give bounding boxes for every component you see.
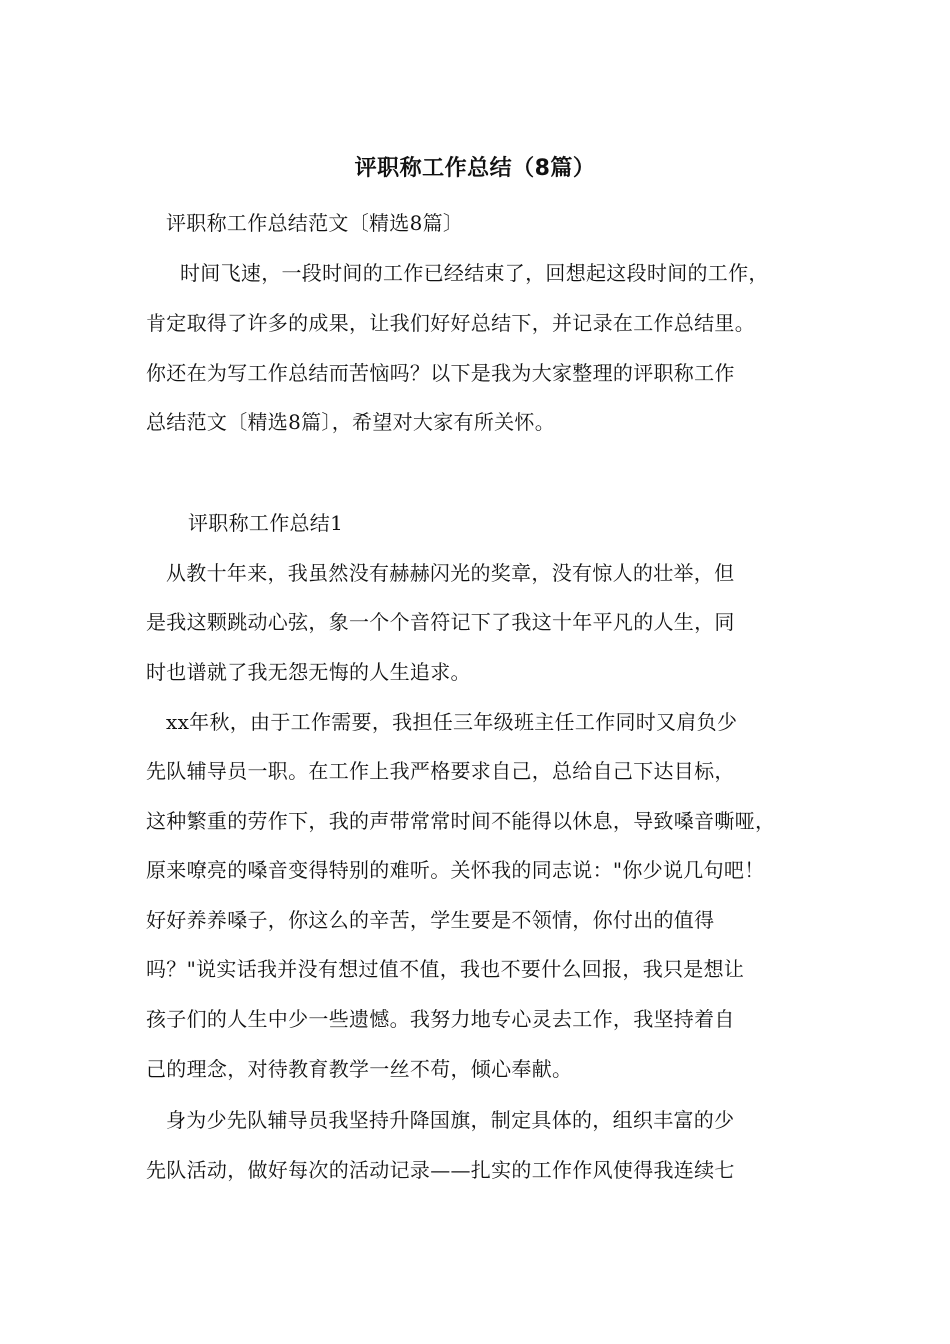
intro-line: 总结范文〔精选8篇〕，希望对大家有所关怀。 (146, 410, 556, 434)
paragraph-line: 从教十年来，我虽然没有赫赫闪光的奖章，没有惊人的壮举，但 (166, 561, 735, 585)
intro-line: 时间飞速，一段时间的工作已经结束了，回想起这段时间的工作， (180, 261, 769, 285)
paragraph-line: 吗？"说实话我并没有想过值不值，我也不要什么回报，我只是想让 (146, 957, 745, 981)
paragraph-line: 时也谱就了我无怨无悔的人生追求。 (146, 660, 471, 684)
paragraph-line: 这种繁重的劳作下，我的声带常常时间不能得以休息，导致嗓音嘶哑， (146, 809, 776, 833)
paragraph-line: 孩子们的人生中少一些遗憾。我努力地专心灵去工作，我坚持着自 (146, 1007, 735, 1031)
paragraph-line: xx年秋，由于工作需要，我担任三年级班主任工作同时又肩负少 (166, 710, 738, 734)
paragraph-line: 是我这颗跳动心弦，象一个个音符记下了我这十年平凡的人生，同 (146, 610, 735, 634)
intro-line: 你还在为写工作总结而苦恼吗？以下是我为大家整理的评职称工作 (146, 361, 735, 385)
document-subtitle: 评职称工作总结范文〔精选8篇〕 (166, 211, 464, 235)
intro-line: 肯定取得了许多的成果，让我们好好总结下，并记录在工作总结里。 (146, 311, 755, 335)
paragraph-line: 先队辅导员一职。在工作上我严格要求自己，总给自己下达目标， (146, 759, 735, 783)
section-heading: 评职称工作总结1 (188, 511, 344, 535)
paragraph-line: 身为少先队辅导员我坚持升降国旗，制定具体的，组织丰富的少 (166, 1108, 735, 1132)
paragraph-line: 先队活动，做好每次的活动记录——扎实的工作作风使得我连续七 (146, 1158, 735, 1182)
paragraph-line: 好好养养嗓子，你这么的辛苦，学生要是不领情，你付出的值得 (146, 908, 715, 932)
paragraph-line: 原来嘹亮的嗓音变得特别的难听。关怀我的同志说："你少说几句吧！ (146, 858, 765, 882)
document-title: 评职称工作总结（8篇） (354, 156, 596, 181)
paragraph-line: 己的理念，对待教育教学一丝不苟，倾心奉献。 (146, 1057, 573, 1081)
